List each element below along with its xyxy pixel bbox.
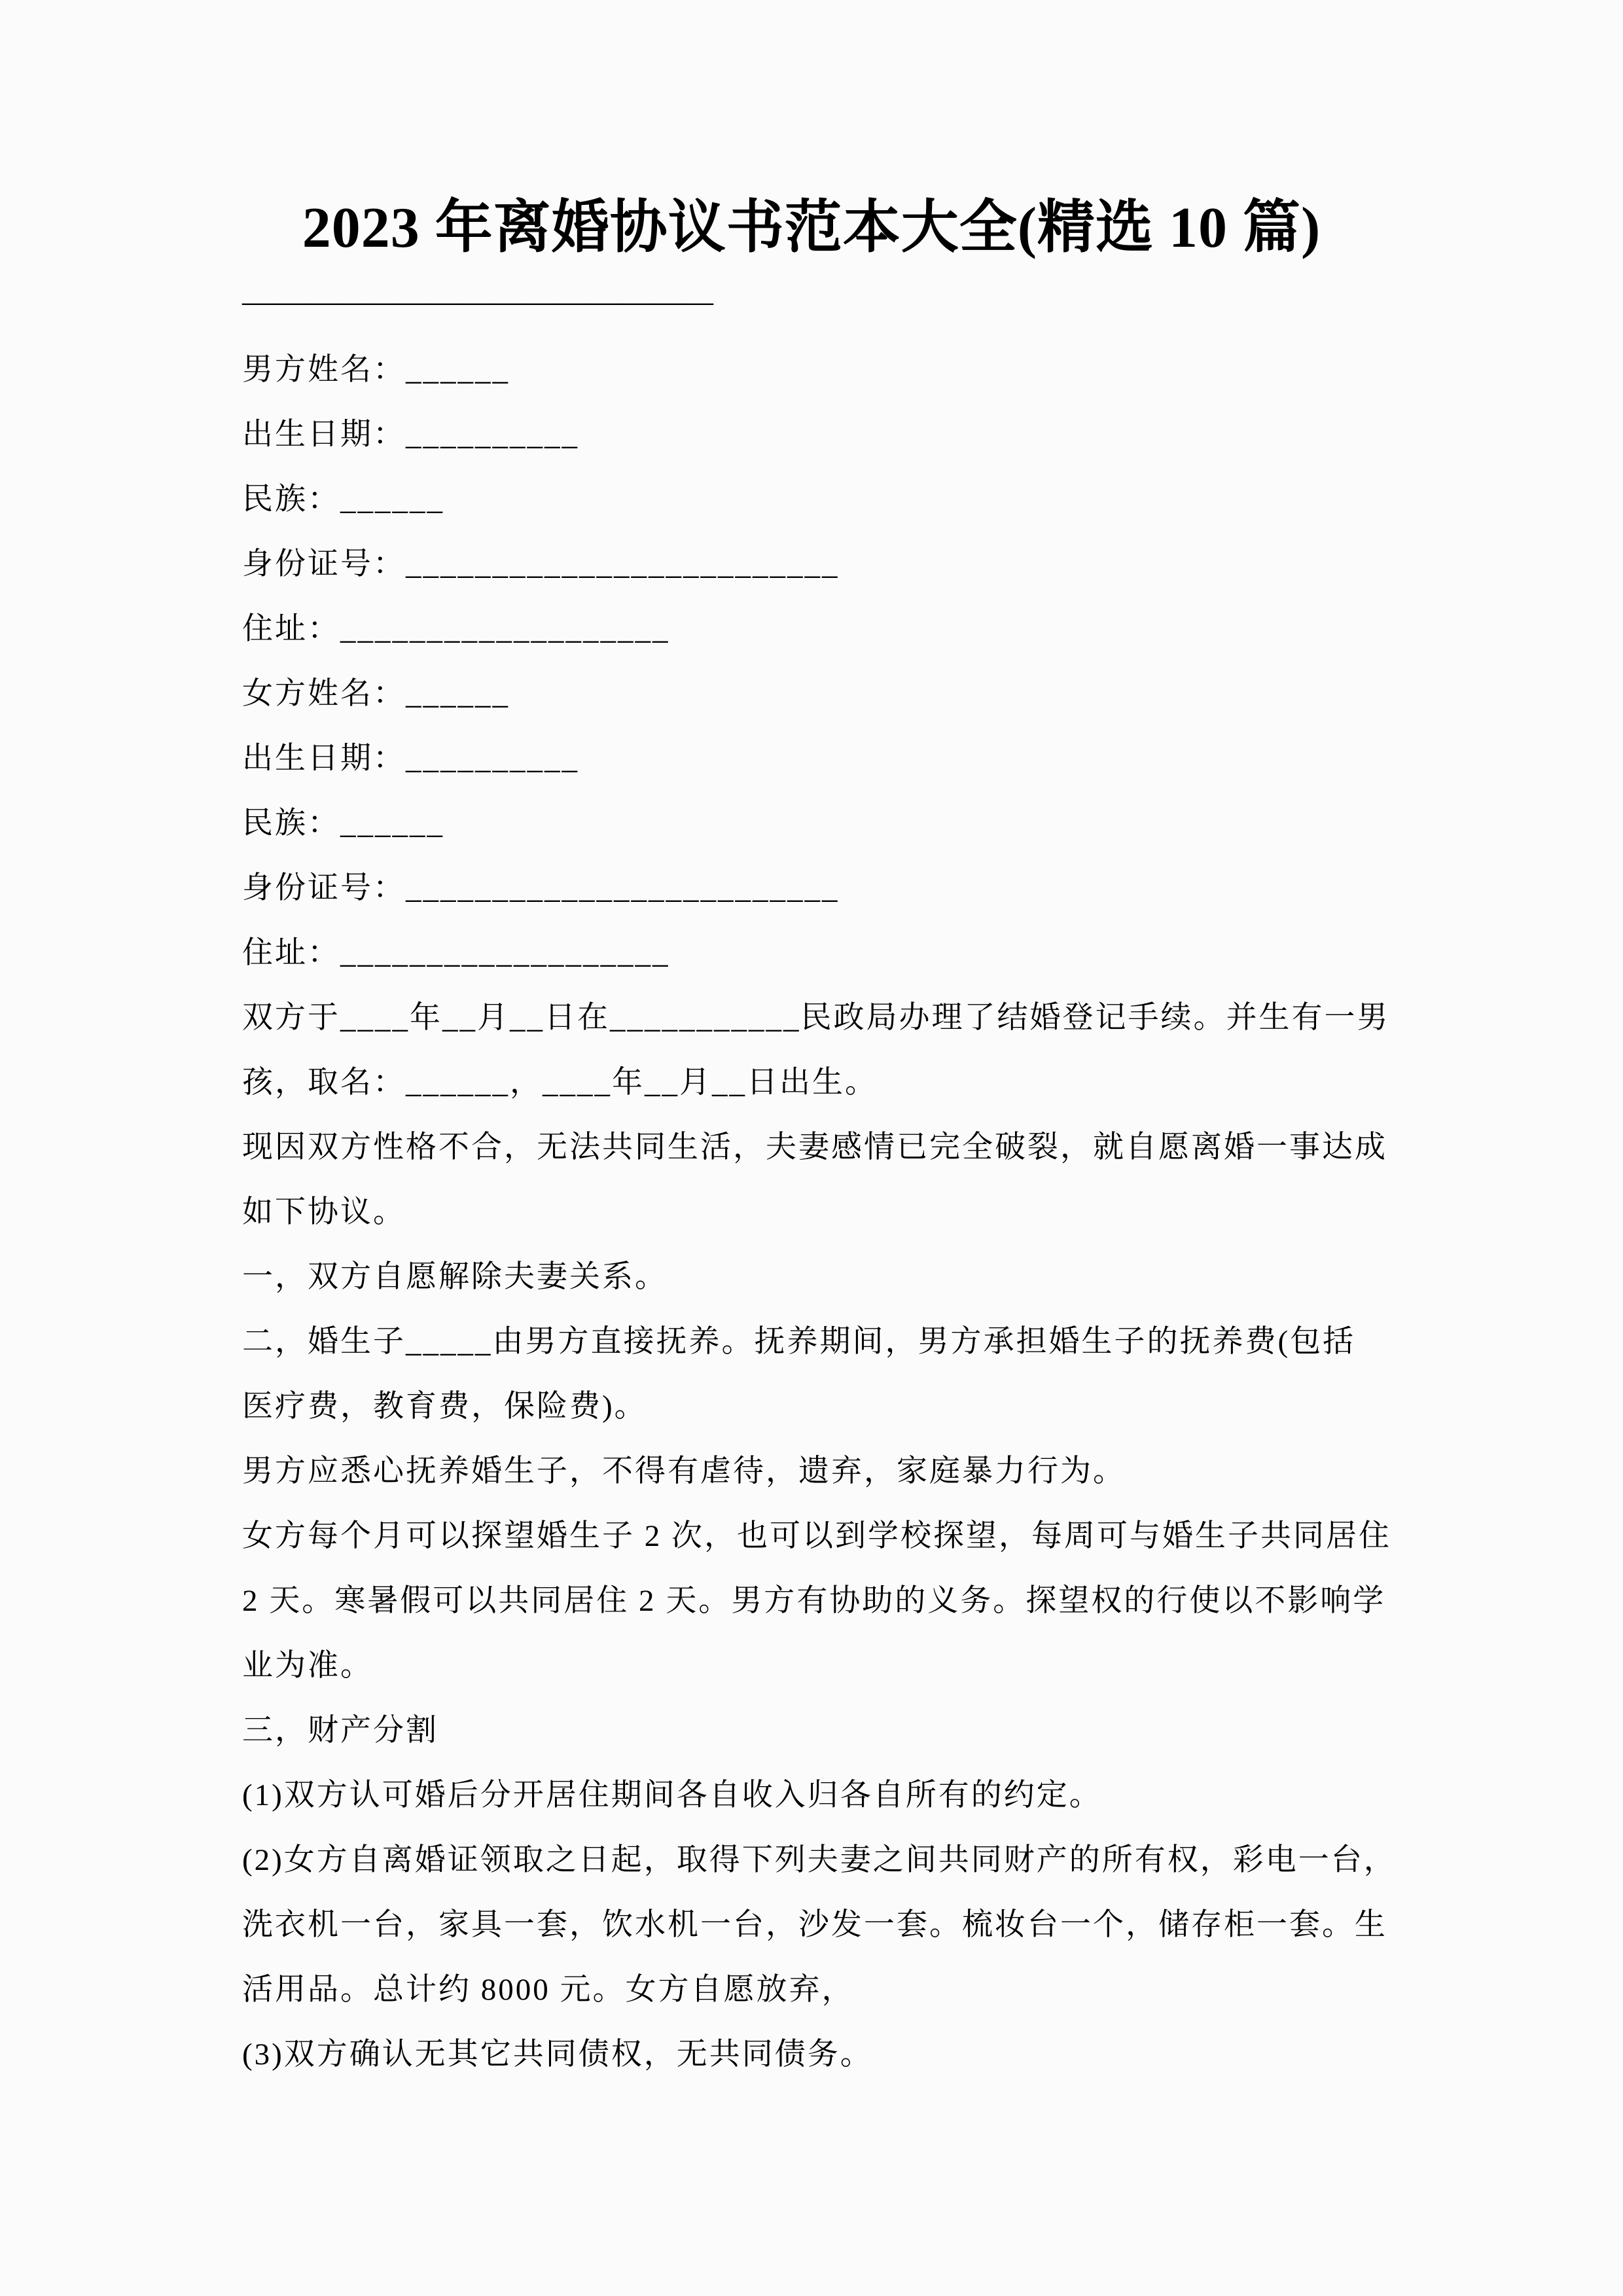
clause-2-line-1: 二，婚生子_____由男方直接抚养。抚养期间，男方承担婚生子的抚养费(包括 — [242, 1324, 1356, 1359]
property-item-3-line: (3)双方确认无其它共同债权，无共同债务。 — [242, 2037, 873, 2072]
visitation-line-3: 业为准。 — [242, 1648, 373, 1683]
wife-ethnicity-line: 民族：______ — [242, 806, 444, 840]
husband-address-line: 住址：___________________ — [242, 611, 670, 646]
visitation-line-2: 2 天。寒暑假可以共同居住 2 天。男方有协助的义务。探望权的行使以不影响学 — [242, 1583, 1386, 1618]
preamble-line-1: 现因双方性格不合，无法共同生活，夫妻感情已完全破裂，就自愿离婚一事达成 — [242, 1130, 1387, 1164]
marriage-registration-line: 双方于____年__月__日在___________民政局办理了结婚登记手续。并生有一男 — [242, 1000, 1390, 1035]
clause-2-line-3: 男方应悉心抚养婚生子，不得有虐待，遗弃，家庭暴力行为。 — [242, 1454, 1126, 1488]
document-title: 2023 年离婚协议书范本大全(精选 10 篇) — [302, 196, 1321, 260]
clause-3-heading-line: 三，财产分割 — [242, 1713, 438, 1748]
child-name-birth-line: 孩，取名：______，____年__月__日出生。 — [242, 1065, 878, 1100]
husband-id-number-line: 身份证号：_________________________ — [242, 547, 840, 581]
wife-name-line: 女方姓名：______ — [242, 676, 510, 711]
visitation-line-1: 女方每个月可以探望婚生子 2 次，也可以到学校探望，每周可与婚生子共同居住 — [242, 1518, 1391, 1553]
property-item-2-line-2: 洗衣机一台，家具一套，饮水机一台，沙发一套。梳妆台一个，储存柜一套。生 — [242, 1907, 1387, 1942]
wife-id-number-line: 身份证号：_________________________ — [242, 870, 840, 905]
wife-address-line: 住址：___________________ — [242, 935, 670, 970]
husband-ethnicity-line: 民族：______ — [242, 482, 444, 516]
clause-1-line: 一，双方自愿解除夫妻关系。 — [242, 1259, 668, 1294]
husband-birthdate-line: 出生日期：__________ — [242, 417, 579, 452]
property-item-2-line-1: (2)女方自离婚证领取之日起，取得下列夫妻之间共同财产的所有权，彩电一台， — [242, 1842, 1397, 1877]
property-item-1-line: (1)双方认可婚后分开居住期间各自收入归各自所有的约定。 — [242, 1778, 1102, 1812]
property-item-2-line-3: 活用品。总计约 8000 元。女方自愿放弃， — [242, 1972, 855, 2007]
husband-name-line: 男方姓名：______ — [242, 352, 510, 387]
title-divider-line: ——————————————— — [242, 283, 713, 319]
clause-2-line-2: 医疗费，教育费，保险费)。 — [242, 1389, 647, 1424]
document-body — [242, 338, 1397, 2087]
wife-birthdate-line: 出生日期：__________ — [242, 741, 579, 776]
preamble-line-2: 如下协议。 — [242, 1194, 406, 1229]
